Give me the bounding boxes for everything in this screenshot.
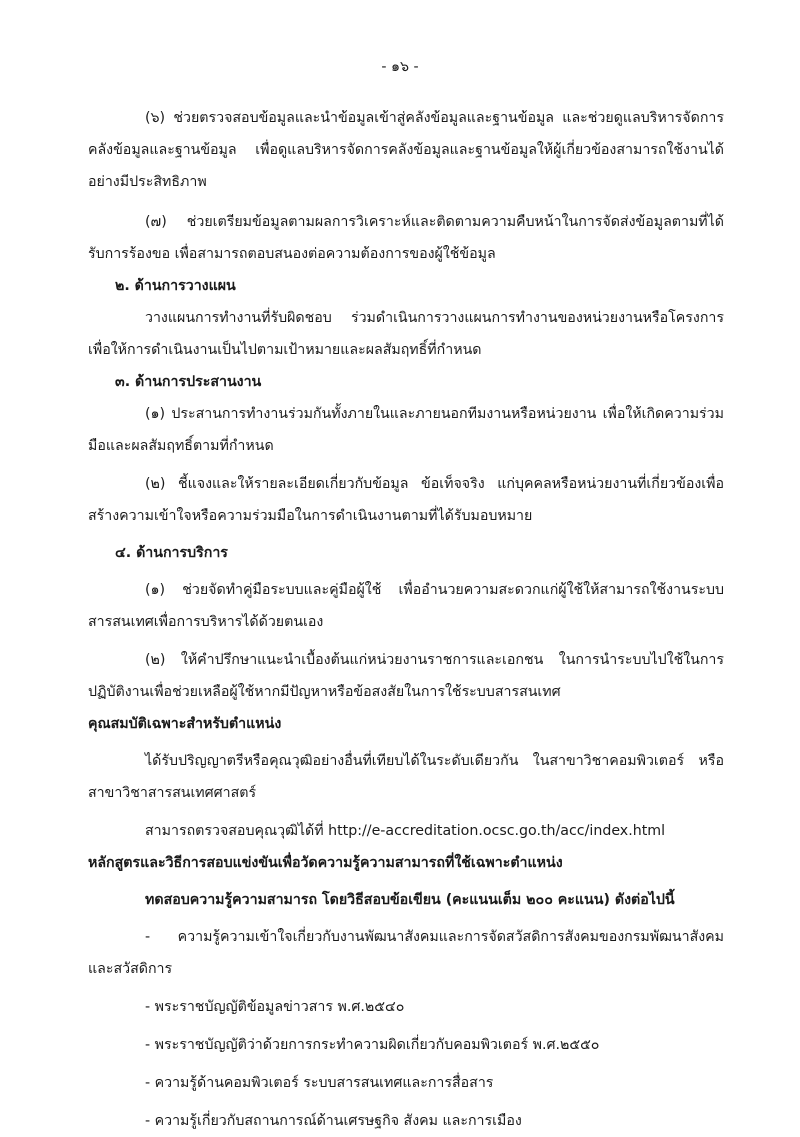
paragraph-coordination-1: (๑) ประสานการทำงานร่วมกันทั้งภายในและภายนอกทีมงานหรือหน่วยงาน เพื่อให้เกิดความร่วมมือและผลสัมฤทธิ์ตามที่กำหนด	[88, 406, 724, 454]
paragraph-service-2: (๒) ให้คำปรึกษาแนะนำเบื้องต้นแก่หน่วยงานราชการและเอกชน ในการนำระบบไปใช้ในการปฏิบัติงานเพื่อช่วยเหลือผู้ใช้หากมีปัญหาหรือข้อสงสัยในการใช้ระบบสารสนเทศ	[88, 652, 724, 700]
paragraph-item-6: (๖) ช่วยตรวจสอบข้อมูลและนำข้อมูลเข้าสู่คลังข้อมูลและฐานข้อมูล และช่วยดูแลบริหารจัดการคลังข้อมูลและฐานข้อมูล เพื่อดูแลบริหารจัดการคลังข้อมูลและฐานข้อมูลให้ผู้เกี่ยวข้องสามารถใช้งานได้อย่างมีประสิทธิภาพ	[88, 110, 724, 190]
paragraph-planning: วางแผนการทำงานที่รับผิดชอบ ร่วมดำเนินการวางแผนการทำงานของหน่วยงานหรือโครงการ เพื่อให้การดำเนินงานเป็นไปตามเป้าหมายและผลสัมฤทธิ์ที่กำหนด	[88, 310, 724, 358]
heading-qualifications: คุณสมบัติเฉพาะสำหรับตำแหน่ง	[88, 716, 282, 732]
heading-exam-sub: ทดสอบความรู้ความสามารถ โดยวิธีสอบข้อเขียน (คะแนนเต็ม ๒๐๐ คะแนน) ดังต่อไปนี้	[145, 892, 675, 908]
heading-planning: ๒. ด้านการวางแผน	[115, 278, 236, 294]
exam-topic-item: - ความรู้เกี่ยวกับสถานการณ์ด้านเศรษฐกิจ สังคม และการเมือง	[145, 1113, 522, 1129]
heading-exam: หลักสูตรและวิธีการสอบแข่งขันเพื่อวัดความรู้ความสามารถที่ใช้เฉพาะตำแหน่ง	[88, 855, 563, 871]
paragraph-coordination-2: (๒) ชี้แจงและให้รายละเอียดเกี่ยวกับข้อมูล ข้อเท็จจริง แก่บุคคลหรือหน่วยงานที่เกี่ยวข้องเพื่อสร้างความเข้าใจหรือความร่วมมือในการดำเนินงานตามที่ได้รับมอบหมาย	[88, 476, 724, 524]
paragraph-item-7: (๗) ช่วยเตรียมข้อมูลตามผลการวิเคราะห์และติดตามความคืบหน้าในการจัดส่งข้อมูลตามที่ได้รับการร้องขอ เพื่อสามารถตอบสนองต่อความต้องการของผู้ใช้ข้อมูล	[88, 214, 724, 262]
page-number: - ๑๖ -	[381, 59, 419, 75]
document-body	[88, 102, 724, 1137]
exam-topic-item: - พระราชบัญญัติข้อมูลข่าวสาร พ.ศ.๒๕๔๐	[145, 999, 405, 1015]
exam-topic-item: - พระราชบัญญัติว่าด้วยการกระทำความผิดเกี่ยวกับคอมพิวเตอร์ พ.ศ.๒๕๕๐	[145, 1037, 600, 1053]
exam-topic-item: - ความรู้ด้านคอมพิวเตอร์ ระบบสารสนเทศและการสื่อสาร	[145, 1075, 494, 1091]
paragraph-qualification-2: สามารถตรวจสอบคุณวุฒิได้ที่ http://e-accreditation.ocsc.go.th/acc/index.html	[145, 823, 666, 839]
paragraph-service-1: (๑) ช่วยจัดทำคู่มือระบบและคู่มือผู้ใช้ เพื่ออำนวยความสะดวกแก่ผู้ใช้ให้สามารถใช้งานระบบสารสนเทศเพื่อการบริหารได้ด้วยตนเอง	[88, 582, 724, 630]
exam-topic-item: - ความรู้ความเข้าใจเกี่ยวกับงานพัฒนาสังคมและการจัดสวัสดิการสังคมของกรมพัฒนาสังคมและสวัสดิการ	[88, 929, 724, 977]
heading-coordination: ๓. ด้านการประสานงาน	[115, 374, 262, 390]
paragraph-qualification-1: ได้รับปริญญาตรีหรือคุณวุฒิอย่างอื่นที่เทียบได้ในระดับเดียวกัน ในสาขาวิชาคอมพิวเตอร์ หรือสาขาวิชาสารสนเทศศาสตร์	[88, 753, 724, 801]
heading-service: ๔. ด้านการบริการ	[115, 545, 228, 561]
